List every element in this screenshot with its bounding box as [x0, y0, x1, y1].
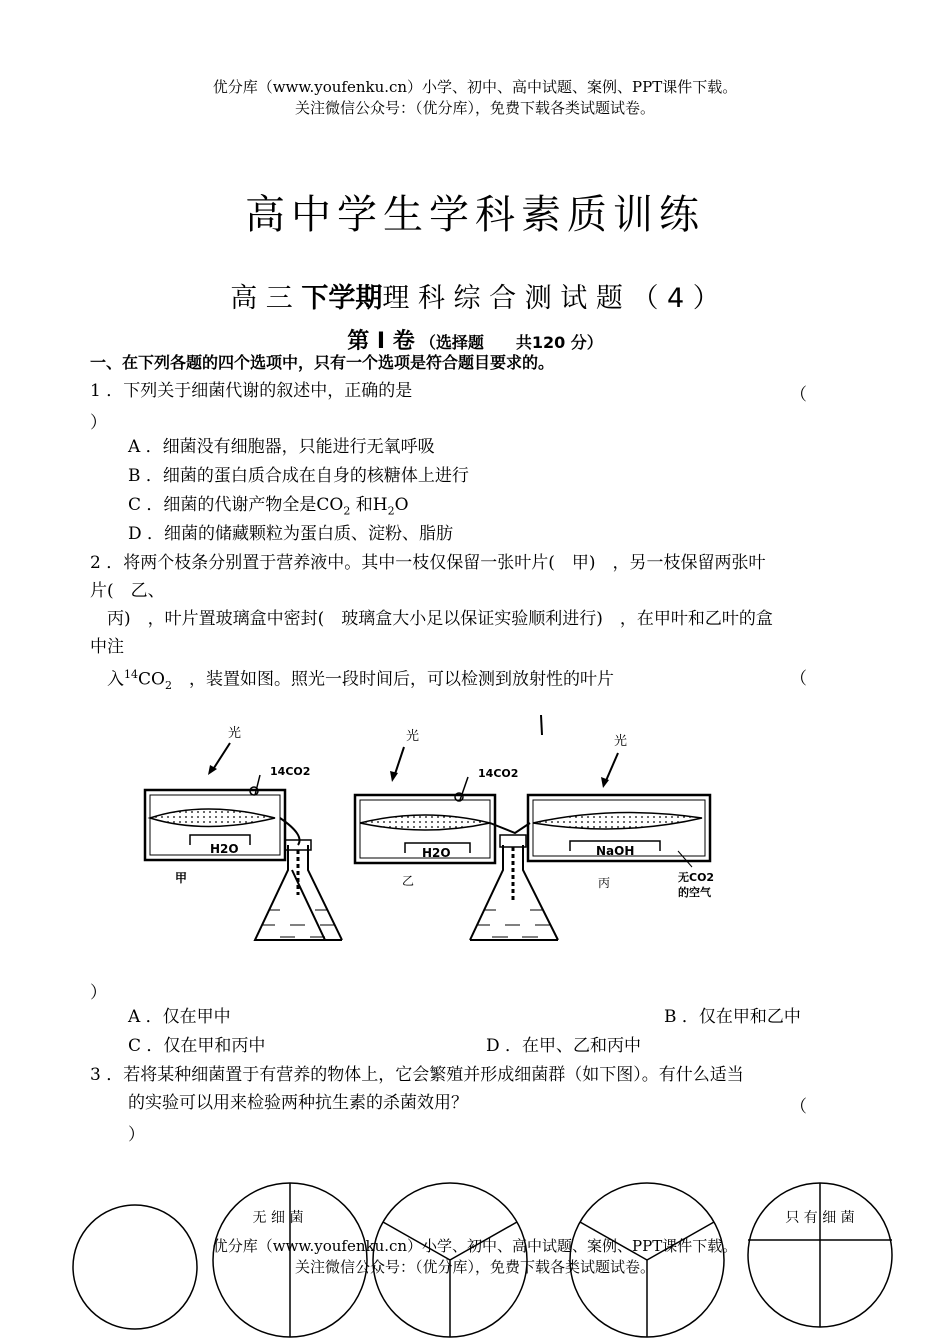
subtitle-part-3: 理 科 综 合 测 试 题 （ 4 ）	[382, 283, 720, 314]
subtitle-part-2: 下学期	[301, 283, 383, 314]
page-title: 高中学生学科素质训练	[245, 192, 705, 238]
label-bing: 丙	[598, 876, 611, 890]
q1-option-b: B ．细菌的蛋白质合成在自身的核糖体上进行	[128, 466, 469, 486]
q1-stem: 1 ．下列关于细菌代谢的叙述中，正确的是	[90, 381, 413, 401]
q3-paren-close: ）	[128, 1125, 145, 1145]
footer-line-2: 关注微信公众号：（优分库），免费下载各类试题试卷。	[294, 1258, 655, 1276]
header-line-2: 关注微信公众号：（优分库），免费下载各类试题试卷。	[294, 99, 655, 117]
q2-paren-close: ）	[90, 983, 107, 1003]
subtitle-part-1: 高 三	[230, 283, 302, 314]
no-co2-label-1: 无CO2	[678, 871, 715, 884]
petri-dishes-figure	[60, 1170, 900, 1342]
q2-line-5	[90, 664, 614, 697]
q1-option-a: A ．细菌没有细胞器，只能进行无氧呼吸	[128, 437, 435, 457]
q1-c-pre: C ．细菌的代谢产物全是CO	[128, 495, 344, 515]
q2-line-1: 2 ．将两个枝条分别置于营养液中。其中一枝仅保留一张叶片( 甲) ，另一枝保留两张叶	[90, 553, 766, 573]
light-arrow-1	[212, 743, 230, 771]
box-jia	[145, 790, 285, 885]
footer-line-1: 优分库（www.youfenku.cn）小学、初中、高中试题、案例、PPT课件下载。	[212, 1237, 738, 1255]
q2-line-3: 丙) ，叶片置玻璃盒中密封( 玻璃盒大小足以保证实验顺利进行) ，在甲叶和乙叶的盒	[90, 609, 773, 629]
co2-label-1: 14CO2	[270, 765, 311, 778]
q2-l5-sub: 2	[164, 679, 172, 693]
light-arrow-3	[605, 753, 618, 783]
q2-line-2: 片( 乙、	[90, 581, 165, 601]
flask-1	[255, 818, 342, 940]
label-jia: 甲	[175, 871, 188, 885]
q2-l5-sup: 14	[124, 668, 138, 681]
light-label-2: 光	[406, 729, 420, 744]
q2-l5-pre: 入	[90, 669, 124, 690]
q1-paren-close: ）	[90, 413, 107, 433]
q2-option-c: C ．仅在甲和丙中	[128, 1036, 266, 1056]
q3-line-1: 3 ．若将某种细菌置于有营养的物体上，它会繁殖并形成细菌群（如下图）。有什么适当	[90, 1065, 744, 1085]
naoh-label: NaOH	[596, 844, 635, 858]
q2-option-d: D ．在甲、乙和丙中	[486, 1036, 642, 1056]
q2-option-a: A ．仅在甲中	[128, 1007, 231, 1027]
section-label: 第 Ⅰ 卷	[347, 329, 415, 354]
q3-paren-open: （	[790, 1097, 807, 1117]
header-line-1: 优分库（www.youfenku.cn）小学、初中、高中试题、案例、PPT课件下载。	[212, 78, 738, 96]
section-heading	[0, 324, 950, 355]
q1-paren-open: （	[790, 385, 807, 405]
q2-l5-mid: CO	[138, 669, 165, 690]
water-label-1: H2O	[210, 842, 239, 856]
light-label-3: 光	[614, 734, 628, 749]
instruction: 一、在下列各题的四个选项中，只有一个选项是符合题目要求的。	[90, 353, 555, 372]
apparatus-figure	[130, 705, 730, 950]
label-yi: 乙	[402, 874, 415, 888]
q1-option-c: C ．细菌的代谢产物全是$CO_2$ 和$H_2O$	[128, 495, 409, 518]
q2-paren-open: （	[790, 669, 807, 689]
section-note: （选择题 共120 分）	[419, 333, 603, 352]
q1-c-mid: 和H	[350, 495, 388, 515]
box-yi	[355, 795, 495, 888]
water-label-2: H2O	[422, 846, 451, 860]
q1-c-post: O	[394, 495, 409, 515]
light-label-1: 光	[228, 726, 242, 741]
co2-label-2: 14CO2	[478, 767, 519, 780]
box-bing	[528, 795, 714, 899]
q3-line-2: 的实验可以用来检验两种抗生素的杀菌效用？	[128, 1093, 468, 1113]
dish-none-label: 无 细 菌	[252, 1210, 304, 1226]
q2-line-4: 中注	[90, 637, 124, 657]
q2-option-b: B ．仅在甲和乙中	[664, 1007, 801, 1027]
q1-option-d: D ．细菌的储藏颗粒为蛋白质、淀粉、脂肪	[128, 524, 454, 544]
flask-2	[470, 823, 558, 940]
exam-subtitle	[0, 276, 950, 315]
q2-l5-post: ，装置如图。照光一段时间后，可以检测到放射性的叶片	[171, 669, 614, 690]
dish-only-label: 只 有 细 菌	[785, 1210, 855, 1226]
no-co2-label-2: 的空气	[678, 886, 711, 899]
light-mark	[541, 715, 542, 735]
